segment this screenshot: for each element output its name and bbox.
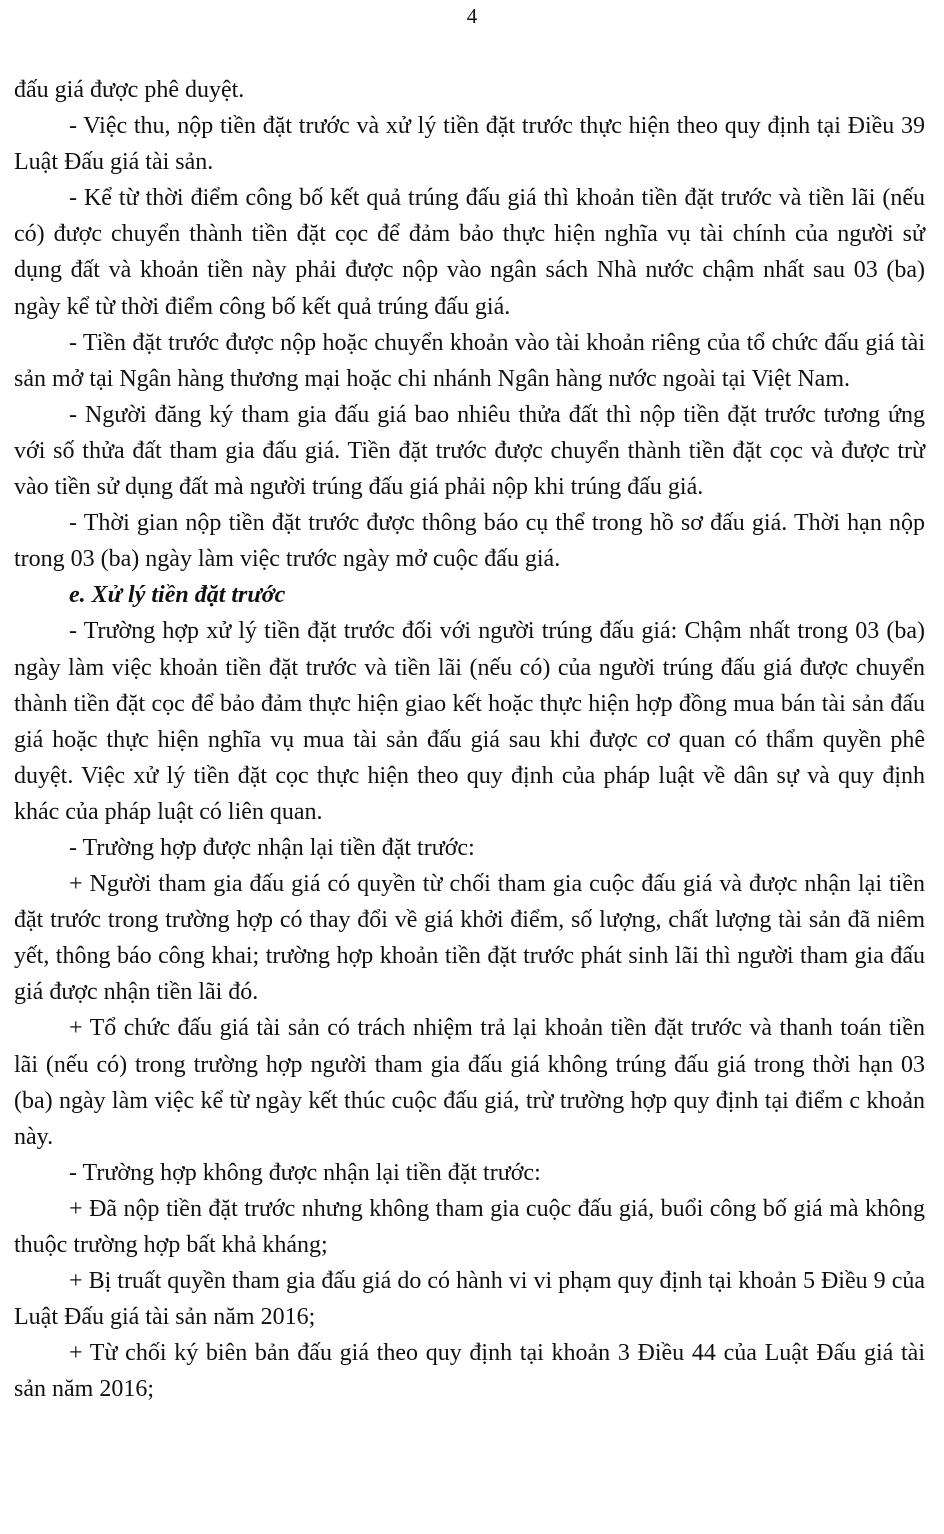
paragraph: - Tiền đặt trước được nộp hoặc chuyển khoản vào tài khoản riêng của tổ chức đấu giá tài sản mở tại Ngân hàng thương mại hoặc chi nhánh Ngân hàng nước ngoài tại Việt Nam. (14, 329, 925, 392)
page-number: 4 (466, 4, 478, 28)
paragraph: + Tổ chức đấu giá tài sản có trách nhiệm trả lại khoản tiền đặt trước và thanh toán tiền lãi (nếu có) trong trường hợp người tham gia đấu giá không trúng đấu giá trong thời hạn 03 (ba) ngày làm việc kể từ ngày kết thúc cuộc đấu giá, trừ trường hợp quy định tại điểm c khoản này. (14, 1015, 925, 1150)
paragraph: - Việc thu, nộp tiền đặt trước và xử lý tiền đặt trước thực hiện theo quy định tại Điều 39 Luật Đấu giá tài sản. (14, 113, 925, 176)
paragraph: + Từ chối ký biên bản đấu giá theo quy định tại khoản 3 Điều 44 của Luật Đấu giá tài sản năm 2016; (14, 1340, 925, 1403)
paragraph: - Thời gian nộp tiền đặt trước được thông báo cụ thể trong hồ sơ đấu giá. Thời hạn nộp trong 03 (ba) ngày làm việc trước ngày mở cuộc đấu giá. (14, 510, 925, 573)
paragraph: - Kể từ thời điểm công bố kết quả trúng đấu giá thì khoản tiền đặt trước và tiền lãi (nếu có) được chuyển thành tiền đặt cọc để đảm bảo thực hiện nghĩa vụ tài chính của người sử dụng đất và khoản tiền này phải được nộp vào ngân sách Nhà nước chậm nhất sau 03 (ba) ngày kể từ thời điểm công bố kết quả trúng đấu giá. (14, 185, 925, 320)
section-heading: e. Xử lý tiền đặt trước (69, 582, 286, 609)
paragraph: + Người tham gia đấu giá có quyền từ chối tham gia cuộc đấu giá và được nhận lại tiền đặt trước trong trường hợp có thay đổi về giá khởi điểm, số lượng, chất lượng tài sản đã niêm yết, thông báo công khai; trường hợp khoản tiền đặt trước phát sinh lãi thì người tham gia đấu giá được nhận tiền lãi đó. (14, 871, 925, 1006)
paragraph: - Trường hợp được nhận lại tiền đặt trước: (69, 834, 475, 861)
paragraph: + Đã nộp tiền đặt trước nhưng không tham gia cuộc đấu giá, buổi công bố giá mà không thuộc trường hợp bất khả kháng; (14, 1195, 925, 1258)
paragraph: đấu giá được phê duyệt. (14, 77, 245, 103)
document-body (14, 72, 925, 1407)
paragraph: - Người đăng ký tham gia đấu giá bao nhiêu thửa đất thì nộp tiền đặt trước tương ứng với số thửa đất tham gia đấu giá. Tiền đặt trước được chuyển thành tiền đặt cọc và được trừ vào tiền sử dụng đất mà người trúng đấu giá phải nộp khi trúng đấu giá. (14, 401, 925, 501)
paragraph: - Trường hợp không được nhận lại tiền đặt trước: (69, 1159, 541, 1186)
paragraph: + Bị truất quyền tham gia đấu giá do có hành vi vi phạm quy định tại khoản 5 Điều 9 của Luật Đấu giá tài sản năm 2016; (14, 1268, 925, 1331)
paragraph: - Trường hợp xử lý tiền đặt trước đối với người trúng đấu giá: Chậm nhất trong 03 (ba) ngày làm việc khoản tiền đặt trước và tiền lãi (nếu có) của người trúng đấu giá được chuyển thành tiền đặt cọc để bảo đảm thực hiện giao kết hoặc thực hiện hợp đồng mua bán tài sản đấu giá hoặc thực hiện nghĩa vụ mua tài sản đấu giá sau khi được cơ quan có thẩm quyền phê duyệt. Việc xử lý tiền đặt cọc thực hiện theo quy định của pháp luật về dân sự và quy định khác của pháp luật có liên quan. (14, 618, 925, 825)
